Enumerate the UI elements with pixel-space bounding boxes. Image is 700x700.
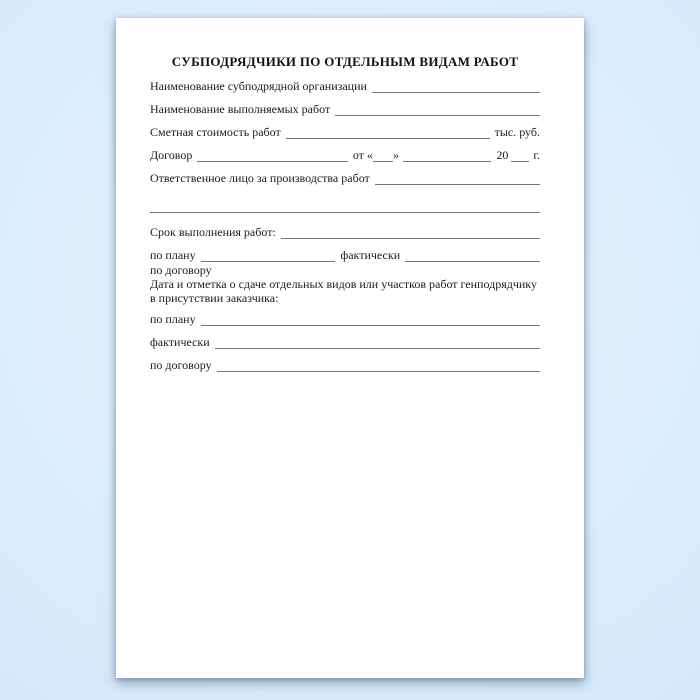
field-label-contract: Договор bbox=[150, 148, 193, 162]
blank-line-handover-actual bbox=[215, 348, 540, 349]
field-label-estimated-cost: Сметная стоимость работ bbox=[150, 125, 281, 139]
field-handover-by-contract bbox=[150, 358, 540, 372]
blank-line-works-name bbox=[335, 115, 540, 116]
blank-line-handover-by-contract bbox=[217, 371, 540, 372]
field-label-year-suffix: г. bbox=[533, 148, 540, 162]
blank-line-year bbox=[511, 161, 529, 162]
field-handover-actual bbox=[150, 335, 540, 349]
field-label-handover-actual: фактически bbox=[150, 335, 210, 349]
field-label-responsible-person: Ответственное лицо за производства работ bbox=[150, 171, 370, 185]
field-handover-by-plan bbox=[150, 312, 540, 326]
document-content bbox=[116, 18, 584, 372]
field-label-work-term: Срок выполнения работ: bbox=[150, 225, 276, 239]
field-responsible-person bbox=[150, 171, 540, 185]
continuation-line-row bbox=[150, 199, 540, 213]
document-title: СУБПОДРЯДЧИКИ ПО ОТДЕЛЬНЫМ ВИДАМ РАБОТ bbox=[171, 54, 519, 69]
blank-line-estimated-cost bbox=[286, 138, 490, 139]
blank-line-subcontractor-org bbox=[372, 92, 540, 93]
blank-line-handover-by-plan bbox=[201, 325, 540, 326]
field-contract bbox=[150, 148, 540, 162]
field-suffix-thousand-rub: тыс. руб. bbox=[494, 125, 540, 139]
handover-note-paragraph: Дата и отметка о сдаче отдельных видов или участков работ генподрядчику в присутствии заказчика: bbox=[150, 277, 537, 305]
field-term-plan-actual bbox=[150, 248, 540, 262]
field-works-name bbox=[150, 102, 540, 116]
field-label-by-plan: по плану bbox=[150, 248, 196, 262]
blank-line-month bbox=[403, 161, 491, 162]
field-work-term bbox=[150, 225, 540, 239]
field-label-handover-by-contract: по договору bbox=[150, 358, 212, 372]
field-label-handover-by-plan: по плану bbox=[150, 312, 196, 326]
field-estimated-cost bbox=[150, 125, 540, 139]
blank-line-work-term bbox=[281, 238, 540, 239]
field-label-subcontractor-org: Наименование субподрядной организации bbox=[150, 79, 367, 93]
field-subcontractor-org bbox=[150, 79, 540, 93]
blank-line-term-actual bbox=[405, 261, 540, 262]
field-label-by-contract: по договору bbox=[150, 263, 212, 277]
blank-line-day bbox=[373, 161, 393, 162]
field-label-works-name: Наименование выполняемых работ bbox=[150, 102, 331, 116]
field-term-by-contract bbox=[150, 263, 540, 277]
blank-line-continuation bbox=[150, 212, 540, 213]
blank-line-responsible-person bbox=[375, 184, 540, 185]
field-label-year-prefix: 20 bbox=[496, 148, 509, 162]
field-label-quote-close: » bbox=[392, 148, 399, 162]
document-page bbox=[116, 18, 584, 678]
blank-line-contract-number bbox=[197, 161, 347, 162]
blank-line-term-by-plan bbox=[201, 261, 336, 262]
field-label-from-date: от « bbox=[352, 148, 373, 162]
field-label-actual: фактически bbox=[340, 248, 401, 262]
